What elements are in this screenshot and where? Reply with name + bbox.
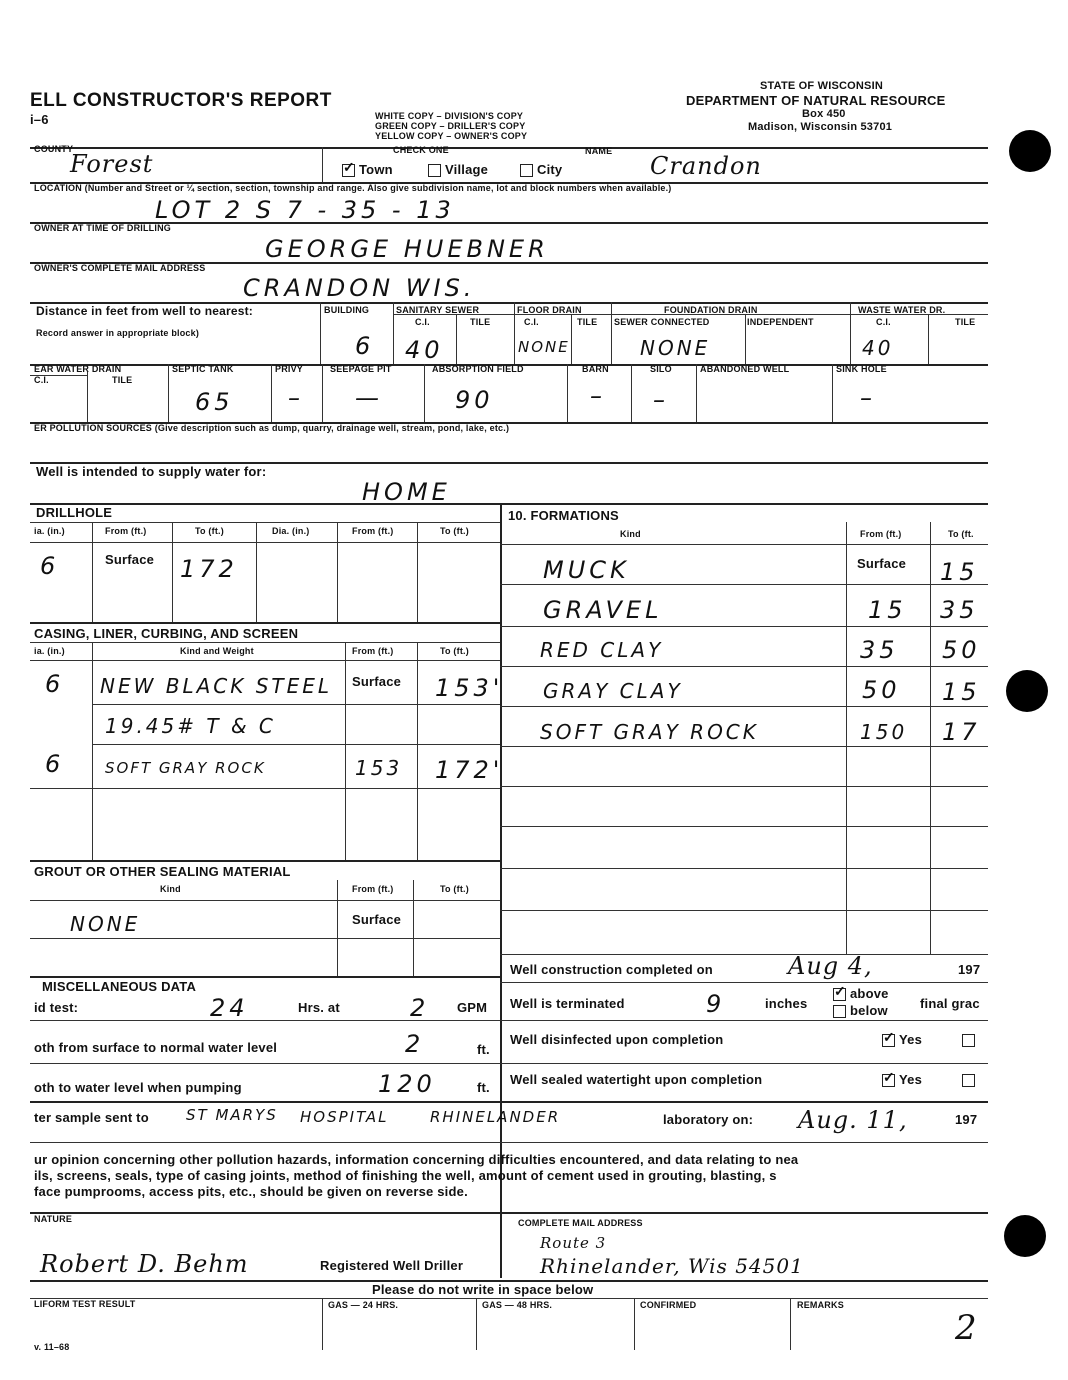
misc-label: MISCELLANEOUS DATA (42, 979, 197, 994)
casing-label: CASING, LINER, CURBING, AND SCREEN (34, 626, 299, 641)
rule (832, 364, 833, 422)
floor-tile-label: TILE (577, 317, 598, 327)
foundation-label: FOUNDATION DRAIN (664, 305, 758, 315)
village-label: Village (445, 162, 489, 177)
drillhole-to-label: To (ft.) (195, 526, 224, 536)
sample-label: ter sample sent to (34, 1110, 149, 1125)
rule (337, 522, 338, 622)
rule (30, 1142, 988, 1143)
rule (634, 1298, 635, 1350)
address-line-1[interactable]: Route 3 (540, 1234, 607, 1252)
remark-value[interactable]: 2 (955, 1308, 978, 1348)
village-checkbox[interactable] (428, 162, 488, 177)
casing-from-3[interactable]: 153 (355, 756, 403, 780)
disinfected-no[interactable] (962, 1032, 979, 1047)
sample-value-1[interactable]: ST MARYS (186, 1106, 278, 1124)
rule (322, 147, 323, 182)
below-label: below (850, 1003, 888, 1018)
copy-yellow: YELLOW COPY – OWNER'S COPY (375, 131, 528, 141)
building-label: BUILDING (324, 305, 370, 315)
rule (322, 364, 323, 422)
barn-label: BARN (582, 364, 609, 374)
absorption-label: ABSORPTION FIELD (432, 364, 524, 374)
rule (30, 860, 500, 862)
remarks-label: REMARKS (797, 1300, 844, 1310)
rule (928, 314, 929, 364)
rule (500, 826, 988, 827)
formation-kind-4[interactable]: GRAY CLAY (543, 679, 683, 703)
county-label: COUNTY (34, 144, 74, 154)
supply-label: Well is intended to supply water for: (36, 464, 267, 479)
lab-label: laboratory on: (663, 1112, 754, 1127)
confirmed-label: CONFIRMED (640, 1300, 697, 1310)
formations-from-label: From (ft.) (860, 529, 902, 539)
casing-dia-1[interactable]: 6 (45, 670, 65, 698)
formation-from-5[interactable]: 150 (860, 720, 908, 744)
rule (930, 522, 931, 954)
rule (322, 1298, 323, 1350)
drillhole-from-value: Surface (105, 552, 155, 567)
formation-from-3[interactable]: 35 (860, 636, 899, 664)
rule (500, 706, 988, 707)
rule (30, 1212, 988, 1214)
drillhole-dia-value[interactable]: 6 (40, 552, 60, 580)
formation-to-1[interactable]: 15 (940, 558, 979, 586)
rule (30, 900, 500, 901)
rule (514, 302, 515, 364)
casing-to-label: To (ft.) (440, 646, 469, 656)
gas24-label: GAS — 24 HRS. (328, 1300, 399, 1310)
below-checkbox[interactable] (833, 1003, 888, 1018)
above-check-icon (833, 988, 846, 1001)
rule (500, 584, 988, 585)
formation-from-4[interactable]: 50 (862, 676, 901, 704)
signature-value[interactable]: Robert D. Behm (40, 1250, 249, 1278)
sealed-yes-label: Yes (899, 1072, 923, 1087)
sewer-connected-label: SEWER CONNECTED (614, 317, 710, 327)
gpm-value[interactable]: 2 (410, 994, 430, 1022)
terminated-label: Well is terminated (510, 996, 625, 1011)
formations-kind-label: Kind (620, 529, 641, 539)
rule (172, 522, 173, 622)
department-city: Madison, Wisconsin 53701 (748, 121, 893, 133)
check-one-label: CHECK ONE (393, 145, 449, 155)
rule (846, 522, 847, 954)
rule (631, 364, 632, 422)
disinfected-yes[interactable] (882, 1032, 922, 1047)
rule (30, 542, 500, 543)
floor-ci-label: C.I. (524, 317, 539, 327)
formation-to-2[interactable]: 35 (940, 596, 979, 624)
rule (500, 868, 988, 869)
completed-year: 197 (958, 962, 981, 977)
rule (345, 642, 346, 860)
formation-to-3[interactable]: 50 (942, 636, 981, 664)
department-box: Box 450 (802, 108, 846, 120)
rule (30, 938, 500, 939)
gpm-label: GPM (457, 1000, 488, 1015)
location-label: LOCATION (Number and Street or ¼ section, section, township and range. Also give subdivision name, lot and block numbers when available.) (34, 183, 672, 193)
opinion-line-3: face pumprooms, access pits, etc., should be given on reverse side. (34, 1184, 468, 1199)
sealed-check-icon (882, 1074, 895, 1087)
registered-label: Registered Well Driller (320, 1258, 464, 1273)
normal-level-ft: ft. (477, 1042, 490, 1057)
rule (790, 1298, 791, 1350)
clear-ci-label: C.I. (34, 375, 49, 385)
sealed-yes[interactable] (882, 1072, 922, 1087)
casing-to-3[interactable]: 172' (435, 756, 504, 784)
formation-to-4[interactable]: 15 (942, 678, 981, 706)
normal-level-value[interactable]: 2 (405, 1030, 425, 1058)
rule (30, 1063, 988, 1064)
pumping-level-label: oth to water level when pumping (34, 1080, 242, 1095)
rule (500, 786, 988, 787)
casing-from-1: Surface (352, 674, 402, 689)
casing-kind-label: Kind and Weight (180, 646, 254, 656)
grout-kind-label: Kind (160, 884, 181, 894)
barn-value[interactable]: – (590, 382, 606, 410)
rule (456, 314, 457, 364)
seepage-value[interactable]: — (355, 384, 383, 412)
copy-white: WHITE COPY – DIVISION'S COPY (375, 111, 524, 121)
supply-value[interactable]: HOME (362, 478, 451, 506)
opinion-line-1: ur opinion concerning other pollution hazards, information concerning difficulties encountered, and data relating to nea (34, 1152, 799, 1167)
casing-kind-1[interactable]: NEW BLACK STEEL (100, 674, 333, 698)
lab-value[interactable]: Aug. 11, (798, 1106, 908, 1134)
city-checkbox[interactable] (520, 162, 562, 177)
casing-dia-3[interactable]: 6 (45, 750, 65, 778)
rule (500, 544, 988, 545)
rule (30, 503, 988, 505)
absorption-value[interactable]: 90 (455, 386, 494, 414)
rule (30, 147, 988, 149)
mail-value[interactable]: CRANDON WIS. (243, 274, 476, 302)
rule (500, 666, 988, 667)
disinfected-yes-label: Yes (899, 1032, 923, 1047)
form-footer: v. 11–68 (34, 1342, 70, 1352)
rule (413, 880, 414, 976)
privy-label: PRIVY (275, 364, 304, 374)
below-box-icon (833, 1005, 846, 1018)
waste-value[interactable]: 40 (862, 336, 894, 360)
silo-label: SILO (650, 364, 672, 374)
drillhole-dia2-label: Dia. (in.) (272, 526, 310, 536)
septic-value[interactable]: 65 (195, 388, 234, 416)
pumping-level-value[interactable]: 120 (378, 1070, 436, 1098)
foundation-value[interactable]: NONE (640, 336, 711, 360)
inches-label: inches (765, 996, 808, 1011)
pollution-label: ER POLLUTION SOURCES (Give description such as dump, quarry, drainage well, stream, pond, lake, etc.) (34, 423, 510, 433)
copy-green: GREEN COPY – DRILLER'S COPY (375, 121, 526, 131)
rule (87, 372, 88, 422)
grout-label: GROUT OR OTHER SEALING MATERIAL (34, 864, 291, 879)
formations-to-label: To (ft. (948, 529, 974, 539)
rule (92, 744, 500, 745)
rule (256, 522, 257, 622)
owner-label: OWNER AT TIME OF DRILLING (34, 223, 171, 233)
coliform-label: LIFORM TEST RESULT (34, 1299, 136, 1309)
owner-value[interactable]: GEORGE HUEBNER (265, 235, 549, 263)
rule (500, 626, 988, 627)
rule (92, 704, 500, 705)
building-value[interactable]: 6 (355, 332, 375, 360)
gas48-label: GAS — 48 HRS. (482, 1300, 553, 1310)
casing-from-label: From (ft.) (352, 646, 394, 656)
test-label: id test: (34, 1000, 79, 1015)
formation-from-2[interactable]: 15 (868, 596, 907, 624)
rule (30, 660, 500, 661)
drillhole-to2-label: To (ft.) (440, 526, 469, 536)
grout-from-label: From (ft.) (352, 884, 394, 894)
formation-from-1: Surface (857, 556, 907, 571)
rule (30, 788, 500, 789)
above-label: above (850, 986, 889, 1001)
formation-kind-3[interactable]: RED CLAY (540, 638, 664, 662)
sanitary-value[interactable]: 40 (405, 336, 444, 364)
normal-level-label: oth from surface to normal water level (34, 1040, 278, 1055)
abandoned-label: ABANDONED WELL (700, 364, 790, 374)
waste-label: WASTE WATER DR. (858, 305, 946, 315)
floor-drain-label: FLOOR DRAIN (517, 305, 582, 315)
rule (271, 364, 272, 422)
completed-value[interactable]: Aug 4, (788, 952, 873, 980)
sealed-no[interactable] (962, 1072, 979, 1087)
village-box-icon (428, 164, 441, 177)
casing-dia-label: ia. (in.) (34, 646, 65, 656)
town-label: Town (359, 162, 393, 177)
clear-water-label: EAR WATER DRAIN (34, 364, 122, 374)
town-checkbox[interactable] (342, 162, 393, 177)
form-title: ELL CONSTRUCTOR'S REPORT (30, 90, 332, 111)
casing-to-1[interactable]: 153' (435, 674, 504, 702)
rule (417, 642, 418, 860)
name-value[interactable]: Crandon (650, 152, 762, 180)
pumping-level-ft: ft. (477, 1080, 490, 1095)
county-value[interactable]: Forest (70, 150, 154, 178)
formation-kind-2[interactable]: GRAVEL (543, 596, 663, 624)
rule (30, 622, 500, 624)
drillhole-from2-label: From (ft.) (352, 526, 394, 536)
rule (168, 364, 169, 422)
sealed-no-box-icon (962, 1074, 975, 1087)
rule (567, 364, 568, 422)
rule (30, 1101, 988, 1103)
above-checkbox[interactable] (833, 986, 889, 1001)
rule (30, 1298, 988, 1299)
office-note: Please do not write in space below (372, 1282, 594, 1297)
clear-tile-label: TILE (112, 375, 133, 385)
address-label: COMPLETE MAIL ADDRESS (518, 1218, 643, 1228)
terminated-value[interactable]: 9 (706, 990, 726, 1018)
town-check-icon (342, 164, 355, 177)
rule (611, 302, 612, 364)
privy-value[interactable]: – (288, 384, 304, 412)
drillhole-from-label: From (ft.) (105, 526, 147, 536)
rule (571, 314, 572, 364)
sanitary-label: SANITARY SEWER (396, 305, 480, 315)
sink-label: SINK HOLE (836, 364, 887, 374)
signature-label: NATURE (34, 1214, 73, 1224)
floor-value[interactable]: NONE (518, 338, 570, 356)
formation-kind-1[interactable]: MUCK (543, 556, 630, 584)
form-code: i–6 (30, 112, 49, 127)
city-box-icon (520, 164, 533, 177)
rule (30, 522, 500, 523)
rule (30, 375, 88, 376)
punch-hole-middle (1006, 670, 1048, 712)
independent-label: INDEPENDENT (747, 317, 814, 327)
rule (92, 642, 93, 860)
rule (500, 982, 988, 983)
lab-year: 197 (955, 1112, 978, 1127)
drillhole-to-value[interactable]: 172 (180, 555, 238, 583)
rule (476, 1298, 477, 1350)
state-name: STATE OF WISCONSIN (760, 80, 883, 92)
rule (30, 1020, 988, 1021)
rule (850, 302, 851, 364)
sink-value[interactable]: – (860, 384, 876, 412)
formation-kind-5[interactable]: SOFT GRAY ROCK (540, 720, 759, 744)
address-line-2[interactable]: Rhinelander, Wis 54501 (540, 1254, 804, 1278)
rule (92, 522, 93, 622)
sanitary-tile-label: TILE (470, 317, 491, 327)
rule (500, 954, 988, 955)
location-value[interactable]: LOT 2 S 7 - 35 - 13 (155, 196, 455, 224)
test-value[interactable]: 24 (210, 994, 249, 1022)
formation-to-5[interactable]: 17 (942, 718, 981, 746)
sample-value-2[interactable]: HOSPITAL (300, 1108, 389, 1126)
rule (500, 746, 988, 747)
final-grade-label: final grac (920, 996, 980, 1011)
distance-sublabel: Record answer in appropriate block) (36, 328, 200, 338)
sanitary-ci-label: C.I. (415, 317, 430, 327)
city-label: City (537, 162, 563, 177)
rule (30, 642, 500, 643)
disinfected-no-box-icon (962, 1034, 975, 1047)
punch-hole-bottom (1004, 1215, 1046, 1257)
disinfected-label: Well disinfected upon completion (510, 1032, 724, 1047)
seepage-label: SEEPAGE PIT (330, 364, 392, 374)
rule (393, 302, 394, 364)
septic-label: SEPTIC TANK (172, 364, 234, 374)
grout-to-label: To (ft.) (440, 884, 469, 894)
name-label: NAME (585, 146, 613, 156)
rule (393, 314, 988, 315)
disinfected-check-icon (882, 1034, 895, 1047)
completed-label: Well construction completed on (510, 962, 713, 977)
opinion-line-2: ils, screens, seals, type of casing joints, method of finishing the well, amount of cement used in grouting, blasting, s (34, 1168, 777, 1183)
drillhole-label: DRILLHOLE (36, 505, 113, 520)
department-name: DEPARTMENT OF NATURAL RESOURCE (686, 93, 946, 108)
formations-label: 10. FORMATIONS (508, 508, 619, 523)
rule (30, 976, 500, 978)
waste-ci-label: C.I. (876, 317, 891, 327)
sealed-label: Well sealed watertight upon completion (510, 1072, 763, 1087)
distance-label: Distance in feet from well to nearest: (36, 304, 253, 318)
rule (337, 880, 338, 976)
punch-hole-top (1009, 130, 1051, 172)
rule (424, 364, 425, 422)
grout-kind-value[interactable]: NONE (70, 912, 141, 936)
casing-kind-2[interactable]: 19.45# T & C (105, 714, 276, 738)
silo-value[interactable]: – (653, 386, 669, 414)
casing-kind-3[interactable]: SOFT GRAY ROCK (105, 759, 266, 777)
rule (417, 522, 418, 622)
rule (696, 364, 697, 422)
sample-value-3[interactable]: RHINELANDER (430, 1108, 561, 1126)
rule (500, 910, 988, 911)
waste-tile-label: TILE (955, 317, 976, 327)
hrs-at-label: Hrs. at (298, 1000, 340, 1015)
rule (30, 222, 988, 224)
rule (320, 302, 321, 364)
drillhole-dia-label: ia. (in.) (34, 526, 65, 536)
rule (745, 314, 746, 364)
grout-from-value: Surface (352, 912, 402, 927)
mail-label: OWNER'S COMPLETE MAIL ADDRESS (34, 263, 206, 273)
